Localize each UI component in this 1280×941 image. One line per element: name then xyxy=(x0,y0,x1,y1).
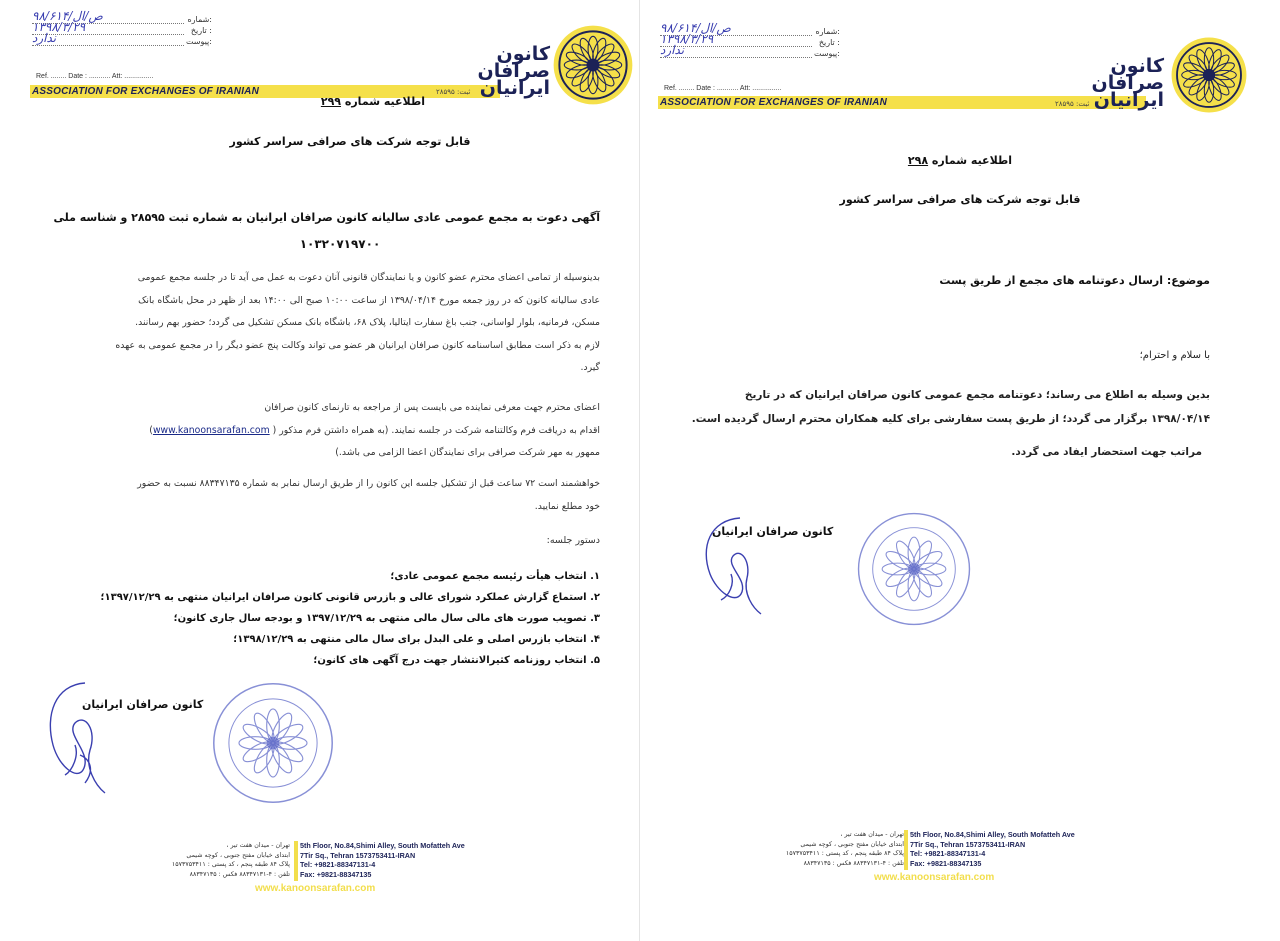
rosette-logo-icon xyxy=(1170,36,1248,114)
text-line: خواهشمند است ۷۲ ساعت قبل از تشکیل جلسه این کانون را از طریق ارسال نمابر به شماره ۸۸۳۴۷۱۳۵ نسبت به حضور xyxy=(137,478,600,489)
closing-line: مراتب جهت استحضار ایفاد می گردد. xyxy=(1011,446,1202,458)
footer-address-en xyxy=(300,841,465,879)
representative-paragraph xyxy=(80,397,600,465)
footer-website[interactable]: www.kanoonsarafan.com xyxy=(874,872,995,883)
notice-title xyxy=(300,95,425,108)
ref-line: Ref. ........ Date : ........... Att: ............... xyxy=(664,85,782,92)
website-link[interactable]: www.kanoonsarafan.com xyxy=(152,424,270,436)
meta-date-label: تاریخ : xyxy=(818,38,840,47)
text-line: بدینوسیله از تمامی اعضای محترم عضو کانون و یا نمایندگان قانونی آنان دعوت به عمل می آید تا در جلسه مجمع عمومی xyxy=(137,272,600,283)
footer-en-line: Fax: +9821-88347135 xyxy=(910,858,982,868)
meta-attachment-label: پیوست: xyxy=(813,49,840,58)
footer-en-line: 5th Floor, No.84,Shimi Alley, South Mofatteh Ave xyxy=(300,841,465,850)
addressee: قابل توجه شرکت های صرافی سراسر کشور xyxy=(229,135,471,148)
subject-line: موضوع: ارسال دعوتنامه های مجمع از طریق پست xyxy=(939,274,1210,287)
body-paragraph xyxy=(680,383,1210,431)
letter-meta xyxy=(32,9,212,47)
national-id: ۱۰۳۲۰۷۱۹۷۰۰ xyxy=(299,237,381,251)
text-line: ممهور به مهر شرکت صرافی برای نمایندگان اعضا الزامی می باشد.) xyxy=(335,447,600,458)
body-line: ۱۳۹۸/۰۴/۱۴ برگزار می گردد؛ از طریق پست سفارشی برای کلیه همکاران محترم ارسال گردیده است. xyxy=(691,413,1210,425)
registration-number: ثبت: ۲۸۵۹۵ xyxy=(1055,100,1090,108)
agenda-item: ۲. استماع گزارش عملکرد شورای عالی و بازرس قانونی کانون صرافان ایرانیان منتهی به ۱۳۹۷/۱۲/۲۹؛ xyxy=(100,592,600,603)
footer-address-fa xyxy=(150,841,290,879)
agenda-item: ۴. انتخاب بازرس اصلی و علی البدل برای سال مالی منتهی به ۱۳۹۸/۱۲/۲۹؛ xyxy=(233,634,600,645)
meta-date-label: تاریخ : xyxy=(190,26,212,35)
text-line-with-link: اقدام به دریافت فرم وکالتنامه شرکت در جلسه نمایند. (به همراه داشتن فرم مذکور ( www.kanoonsarafan.com) xyxy=(149,424,600,436)
footer-fa-line: تلفن : ۴-۸۸۳۴۷۱۳۱ فکس : ۸۸۳۴۷۱۳۵ xyxy=(189,870,290,878)
logo-wordmark: کانون صرافان ایرانیان xyxy=(1091,55,1164,111)
footer-en-line: Tel: +9821-88347131-4 xyxy=(910,849,986,858)
letter-meta xyxy=(660,21,840,59)
text-line: عادی سالیانه کانون که در روز جمعه مورخ ۱۳۹۸/۰۴/۱۴ از ساعت ۱۰:۰۰ صبح الی ۱۴:۰۰ بعد از ظهر در محل باشگاه بانک xyxy=(138,294,600,306)
footer-accent-bar xyxy=(294,841,298,881)
footer-en-line: Fax: +9821-88347135 xyxy=(300,869,372,879)
meta-number-label: شماره: xyxy=(815,27,840,36)
handwritten-number: ۹۸/ص/ال/۶۱۴ xyxy=(32,9,103,23)
text-line: اقدام به دریافت فرم وکالتنامه شرکت در جلسه نمایند. (به همراه داشتن فرم مذکور xyxy=(279,424,600,436)
invitation-paragraph xyxy=(80,267,600,380)
signature-icon xyxy=(35,675,125,815)
notice-title-text: اطلاعیه شماره xyxy=(931,154,1013,167)
notice-title-text: اطلاعیه شماره xyxy=(344,95,425,108)
letter-298 xyxy=(640,0,1280,941)
signature-icon xyxy=(695,512,785,622)
official-stamp-icon xyxy=(210,680,336,806)
meta-attachment-label: پیوست: xyxy=(185,37,212,46)
footer-fa-line: ابتدای خیابان مفتح جنوبی ، کوچه شیمی xyxy=(800,840,904,848)
registration-number: ثبت: ۲۸۵۹۵ xyxy=(436,88,471,96)
band-title: ASSOCIATION FOR EXCHANGES OF IRANIAN xyxy=(660,97,888,108)
footer-en-line: Tel: +9821-88347131-4 xyxy=(300,860,376,869)
handwritten-date: ۱۳۹۸/۳/۲۹ xyxy=(32,20,86,34)
text-line: مسکن، فرمانیه، بلوار لواسانی، جنب باغ سفارت ایتالیا، پلاک ۶۸، باشگاه بانک مسکن تشکیل می گردد؛ حضور بهم رسانند. xyxy=(135,317,600,328)
agenda-title: دستور جلسه: xyxy=(546,535,600,546)
footer-fa-line: ابتدای خیابان مفتح جنوبی ، کوچه شیمی xyxy=(186,851,290,859)
footer-fa-line: تهران - میدان هفت تیر ، xyxy=(226,842,290,849)
footer-fa-line: پلاک ۸۴ طبقه پنجم ، کد پستی : ۱۵۷۳۷۵۳۴۱۱ xyxy=(171,861,290,868)
text-line: گیرد. xyxy=(580,362,600,373)
ref-line: Ref. ........ Date : ........... Att: ............... xyxy=(36,73,154,80)
fax-paragraph xyxy=(80,473,600,518)
handwritten-attachment: ندارد xyxy=(660,43,685,57)
notice-number: ۲۹۸ xyxy=(907,154,929,167)
footer-fa-line: تلفن : ۴-۸۸۳۴۷۱۳۱ فکس : ۸۸۳۴۷۱۳۵ xyxy=(803,859,904,867)
handwritten-attachment: ندارد xyxy=(32,31,57,45)
footer-address-en xyxy=(910,830,1075,868)
text-line: اعضای محترم جهت معرفی نماینده می بایست پس از مراجعه به تارنمای کانون صرافان xyxy=(264,402,600,413)
body-line: بدین وسیله به اطلاع می رساند؛ دعوتنامه مجمع عمومی کانون صرافان ایرانیان که در تاریخ xyxy=(744,389,1210,401)
agenda-item: ۵. انتخاب روزنامه کثیرالانتشار جهت درج آگهی های کانون؛ xyxy=(313,655,600,666)
agenda-item: ۳. تصویب صورت های مالی سال مالی منتهی به ۱۳۹۷/۱۲/۲۹ و بودجه سال جاری کانون؛ xyxy=(173,613,600,624)
notice-title xyxy=(870,154,1050,167)
greeting: با سلام و احترام؛ xyxy=(1139,350,1210,361)
notice-number: ۲۹۹ xyxy=(320,95,342,108)
logo-wordmark: کانون صرافان ایرانیان xyxy=(477,43,550,99)
text-line: لازم به ذکر است مطابق اساسنامه کانون صرافان ایرانیان هر عضو می تواند وکالت پنج عضو دیگر را در مجمع عمومی به عهده xyxy=(115,339,600,351)
footer-website[interactable]: www.kanoonsarafan.com xyxy=(255,883,376,894)
text-line: خود مطلع نمایید. xyxy=(534,500,600,512)
official-stamp-icon xyxy=(855,510,973,628)
footer-accent-bar xyxy=(904,830,908,870)
handwritten-date: ۱۳۹۸/۳/۲۹ xyxy=(660,32,714,46)
footer-fa-line: پلاک ۸۴ طبقه پنجم ، کد پستی : ۱۵۷۳۷۵۳۴۱۱ xyxy=(785,850,904,857)
signature-name: کانون صرافان ایرانیان xyxy=(712,525,834,538)
agenda-item: ۱. انتخاب هیأت رئیسه مجمع عمومی عادی؛ xyxy=(390,571,600,582)
footer-en-line: 7Tir Sq., Tehran 1573753411-IRAN xyxy=(300,850,416,860)
footer-en-line: 5th Floor, No.84,Shimi Alley, South Mofatteh Ave xyxy=(910,830,1075,839)
handwritten-number: ۹۸/ص/ال/۶۱۴ xyxy=(660,21,731,35)
addressee: قابل توجه شرکت های صرافی سراسر کشور xyxy=(839,193,1081,206)
meta-number-label: شماره: xyxy=(187,15,212,24)
footer-address-fa xyxy=(780,830,904,868)
footer-en-line: 7Tir Sq., Tehran 1573753411-IRAN xyxy=(910,839,1026,849)
header-band xyxy=(30,85,500,98)
rosette-logo-icon xyxy=(552,24,634,106)
invitation-heading: آگهی دعوت به مجمع عمومی عادی سالیانه کانون صرافان ایرانیان به شماره ثبت ۲۸۵۹۵ و شناسه ملی xyxy=(53,211,600,224)
footer-fa-line: تهران - میدان هفت تیر ، xyxy=(840,831,904,838)
signature-name: کانون صرافان ایرانیان xyxy=(82,698,204,711)
band-title: ASSOCIATION FOR EXCHANGES OF IRANIAN xyxy=(32,86,260,97)
agenda-list xyxy=(60,566,600,671)
